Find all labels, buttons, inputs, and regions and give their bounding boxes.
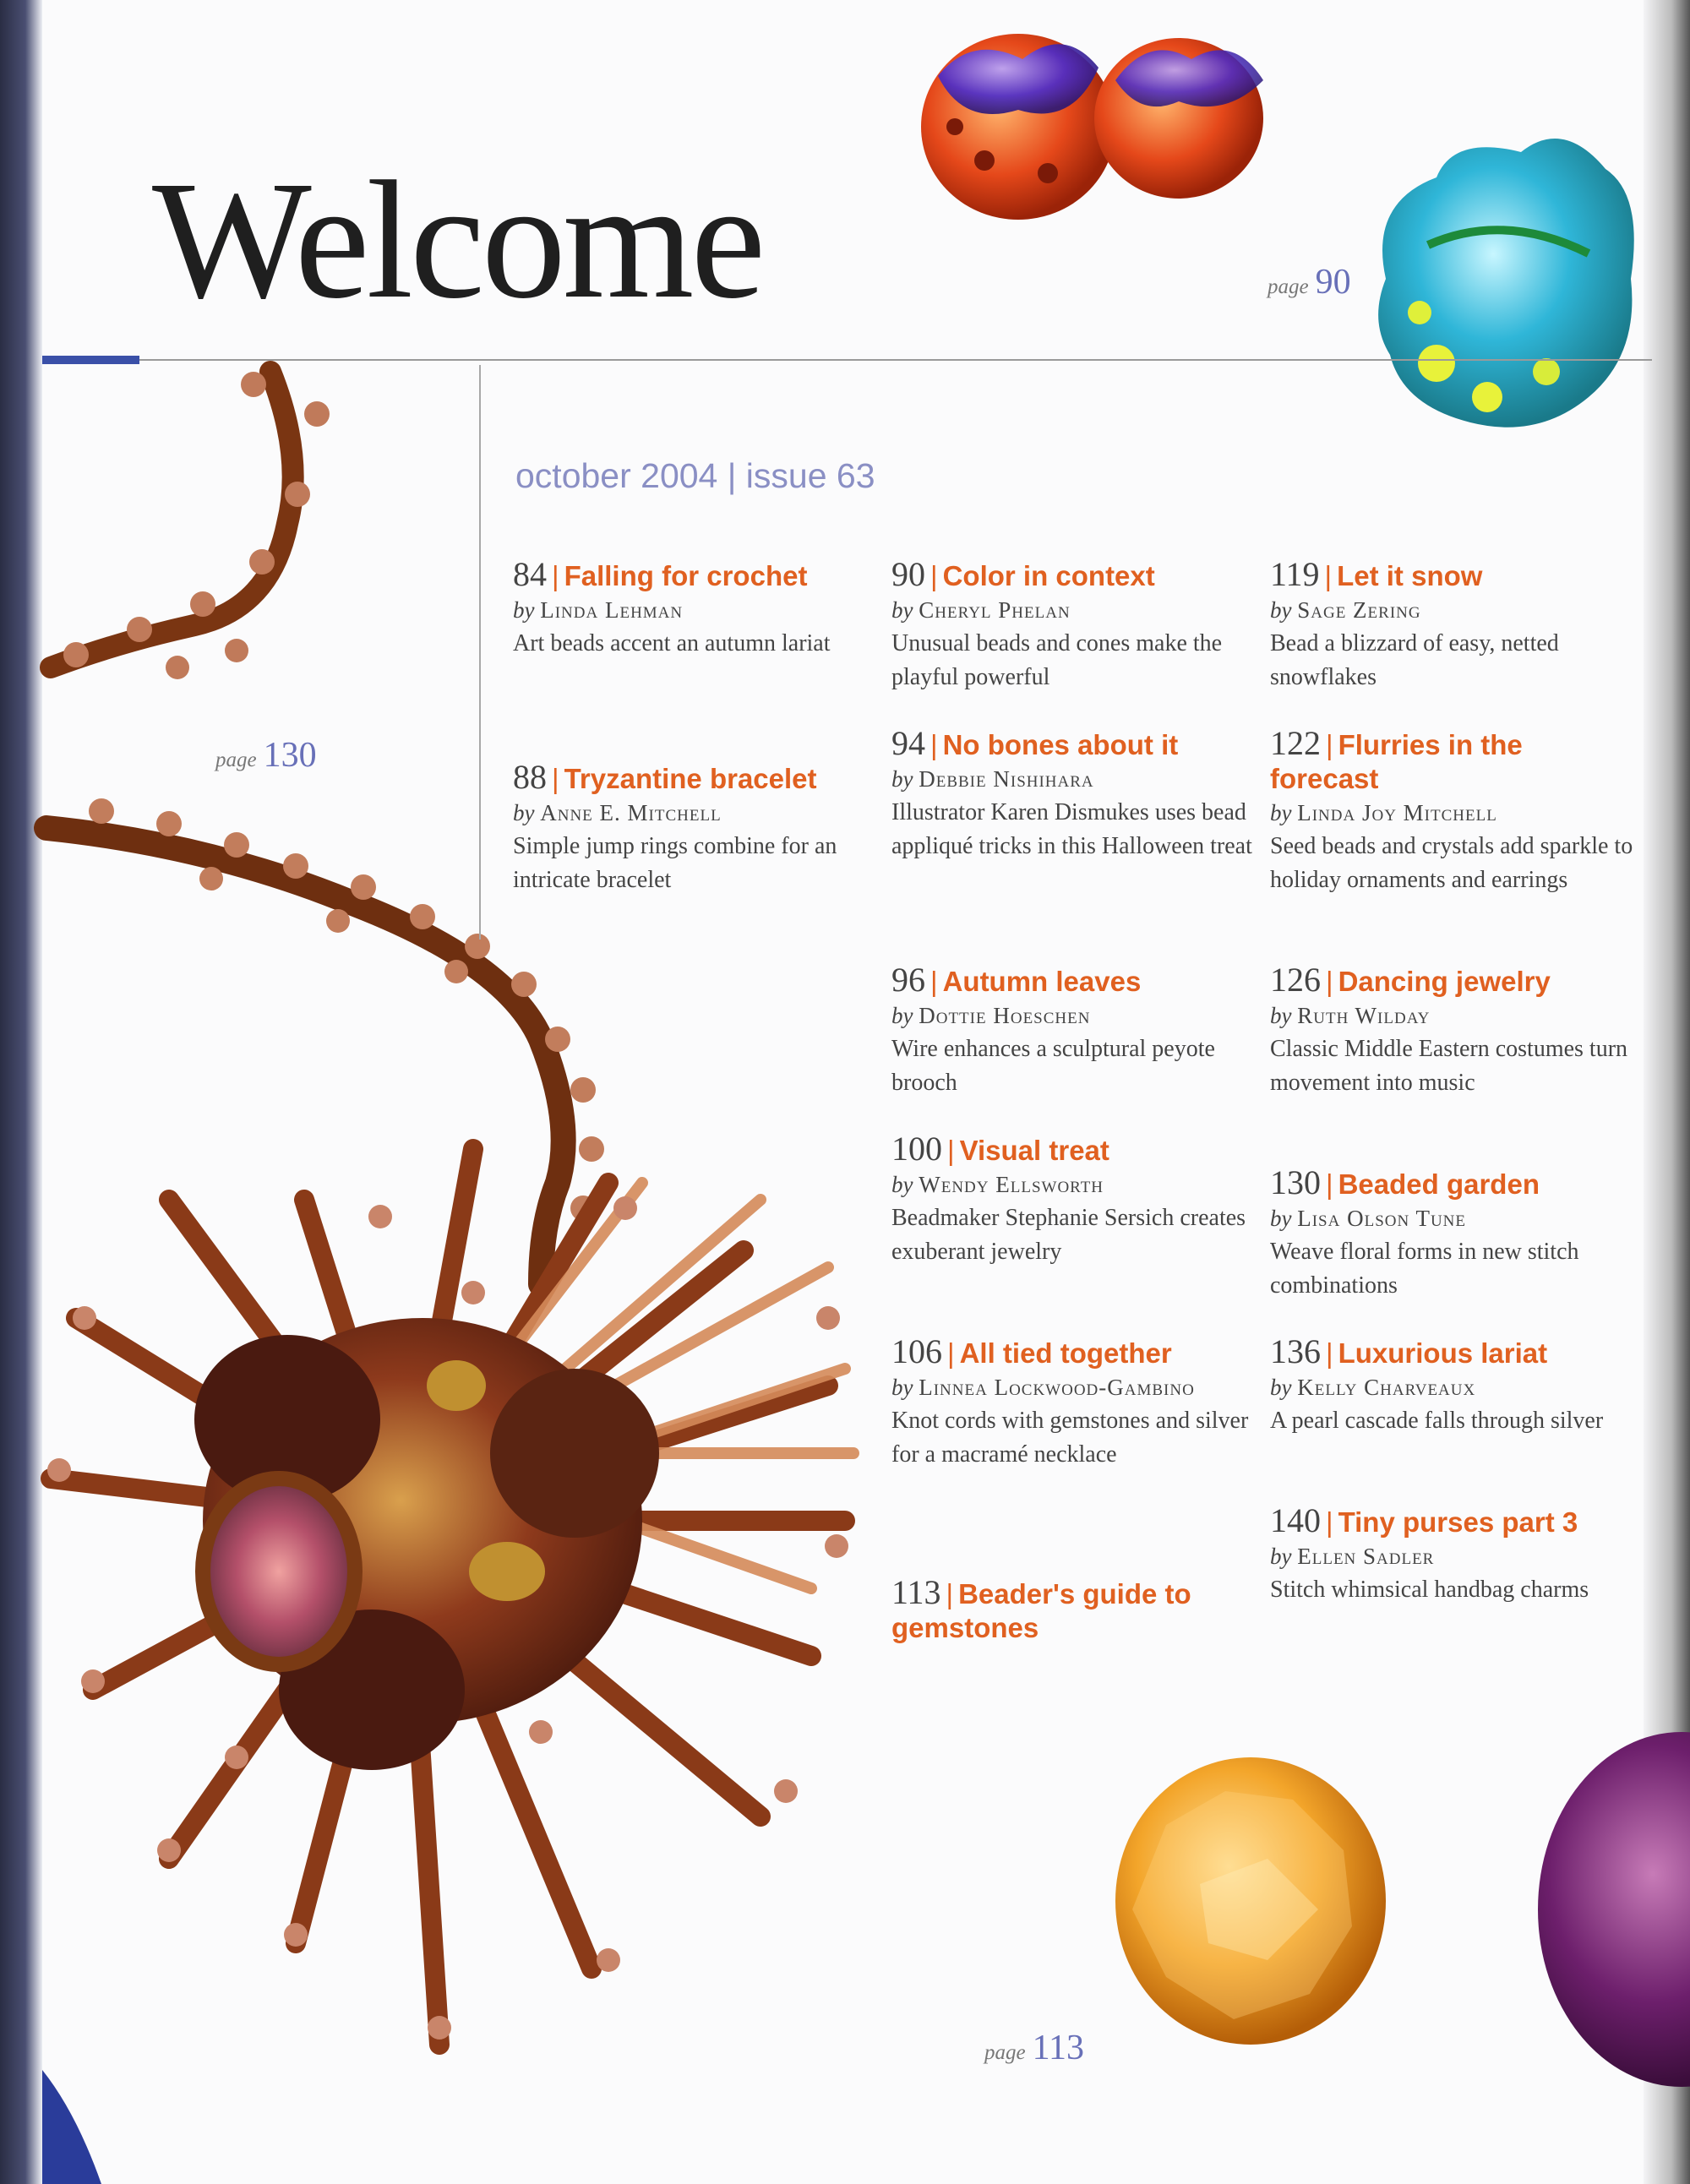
toc-title: No bones about it: [942, 729, 1179, 760]
toc-description: Illustrator Karen Dismukes uses bead appliqué tricks in this Halloween treat: [891, 799, 1252, 859]
toc-separator: |: [930, 560, 938, 591]
page-ref-90: [1268, 262, 1351, 302]
header-rule-accent: [42, 356, 139, 364]
lampwork-bead-cyan: [1378, 139, 1634, 428]
toc-title: Beader's guide to gemstones: [891, 1578, 1191, 1643]
byline-prefix: by: [891, 1375, 913, 1400]
toc-separator: |: [1326, 1168, 1333, 1200]
toc-page-number: 130: [1270, 1163, 1321, 1201]
toc-author: Debbie Nishihara: [919, 766, 1094, 792]
toc-separator: |: [946, 1578, 954, 1609]
toc-entry[interactable]: [513, 555, 876, 661]
toc-separator: |: [1326, 1337, 1333, 1369]
toc-description: Stitch whimsical handbag charms: [1270, 1577, 1589, 1603]
toc-author: Lisa Olson Tune: [1297, 1206, 1467, 1231]
toc-byline: [891, 999, 1255, 1032]
toc-title: Autumn leaves: [942, 966, 1142, 997]
toc-entry[interactable]: [513, 760, 876, 897]
toc-author: Anne E. Mitchell: [540, 800, 722, 825]
toc-description: Weave floral forms in new stitch combinations: [1270, 1239, 1579, 1299]
toc-page-number: 126: [1270, 961, 1321, 999]
header-rule: [42, 359, 1652, 361]
toc-entry-heading: [891, 555, 1255, 593]
toc-byline: [513, 796, 876, 830]
toc-author: Linda Lehman: [540, 597, 684, 623]
toc-entry[interactable]: [891, 1332, 1255, 1472]
toc-entry-heading: [891, 724, 1255, 762]
lampwork-bead-orange: [921, 34, 1115, 220]
toc-author: Wendy Ellsworth: [919, 1172, 1104, 1197]
toc-entry-heading: [891, 1332, 1255, 1370]
toc-description: A pearl cascade falls through silver: [1270, 1408, 1604, 1434]
toc-title: Beaded garden: [1338, 1168, 1540, 1200]
toc-entry-heading: [1270, 1163, 1633, 1201]
toc-author: Ruth Wilday: [1297, 1003, 1431, 1028]
toc-separator: |: [930, 729, 938, 760]
toc-author: Kelly Charveaux: [1297, 1375, 1476, 1400]
toc-separator: |: [552, 763, 559, 794]
toc-entry-heading: [1270, 1332, 1633, 1370]
toc-page-number: 90: [891, 555, 925, 593]
page-ref-number: 113: [1032, 2029, 1085, 2067]
toc-entry[interactable]: [891, 963, 1255, 1100]
toc-separator: |: [1326, 966, 1333, 997]
page-ref-number: 90: [1315, 263, 1351, 302]
toc-description: Wire enhances a sculptural peyote brooch: [891, 1036, 1215, 1096]
column-divider: [479, 365, 481, 940]
toc-byline: [891, 762, 1255, 796]
toc-separator: |: [1326, 729, 1333, 760]
toc-title: Let it snow: [1337, 560, 1483, 591]
toc-title: Dancing jewelry: [1338, 966, 1551, 997]
toc-byline: [1270, 999, 1633, 1032]
byline-prefix: by: [1270, 1544, 1292, 1569]
toc-entry[interactable]: [1270, 963, 1633, 1100]
toc-entry-heading: [1270, 963, 1633, 999]
byline-prefix: by: [891, 597, 913, 623]
toc-title: Flurries in the forecast: [1270, 729, 1523, 794]
toc-entry-heading: [513, 760, 876, 796]
toc-entry[interactable]: [891, 1573, 1255, 1645]
toc-entry[interactable]: [891, 724, 1255, 863]
toc-page-number: 106: [891, 1332, 942, 1370]
byline-prefix: by: [891, 1003, 913, 1028]
toc-entry-heading: [1270, 555, 1633, 593]
toc-author: Sage Zering: [1297, 597, 1421, 623]
toc-title: Tryzantine bracelet: [564, 763, 817, 794]
toc-entry[interactable]: [891, 1132, 1255, 1269]
toc-author: Ellen Sadler: [1297, 1544, 1435, 1569]
toc-page-number: 88: [513, 758, 547, 796]
toc-entry[interactable]: [1270, 1163, 1633, 1303]
toc-page-number: 94: [891, 724, 925, 762]
citrine-gemstone: [1115, 1757, 1386, 2045]
toc-byline: [513, 593, 876, 627]
lapis-stone-corner: [42, 2070, 101, 2184]
toc-title: Tiny purses part 3: [1338, 1506, 1578, 1538]
page-ref-130: [215, 735, 317, 776]
beaded-rope-top: [51, 372, 293, 667]
toc-byline: [1270, 1539, 1633, 1573]
toc-description: Knot cords with gemstones and silver for a macramé necklace: [891, 1408, 1249, 1468]
page-ref-number: 130: [263, 736, 317, 775]
page-ref-label: page: [1268, 275, 1309, 298]
toc-separator: |: [947, 1135, 955, 1166]
byline-prefix: by: [891, 766, 913, 792]
toc-title: Color in context: [942, 560, 1155, 591]
toc-description: Seed beads and crystals add sparkle to holiday ornaments and earrings: [1270, 833, 1633, 893]
toc-entry-heading: [891, 1132, 1255, 1168]
toc-entry-heading: [513, 555, 876, 593]
toc-separator: |: [930, 966, 938, 997]
toc-separator: |: [552, 560, 559, 591]
page-ref-label: page: [984, 2041, 1026, 2064]
toc-page-number: 136: [1270, 1332, 1321, 1370]
toc-description: Bead a blizzard of easy, netted snowflakes: [1270, 630, 1559, 690]
toc-description: Beadmaker Stephanie Sersich creates exuberant jewelry: [891, 1205, 1246, 1265]
toc-byline: [891, 1168, 1255, 1201]
byline-prefix: by: [513, 597, 535, 623]
page-ref-113: [984, 2028, 1084, 2068]
toc-author: Cheryl Phelan: [919, 597, 1071, 623]
toc-description: Unusual beads and cones make the playful powerful: [891, 630, 1223, 690]
toc-entry[interactable]: [1270, 724, 1633, 897]
toc-byline: [1270, 593, 1633, 627]
toc-author: Dottie Hoeschen: [919, 1003, 1091, 1028]
byline-prefix: by: [1270, 1206, 1292, 1231]
toc-description: Art beads accent an autumn lariat: [513, 630, 831, 656]
lampwork-bead-orange-2: [1094, 38, 1263, 199]
toc-description: Classic Middle Eastern costumes turn movement into music: [1270, 1036, 1628, 1096]
toc-page-number: 119: [1270, 555, 1320, 593]
toc-byline: [891, 593, 1255, 627]
toc-page-number: 140: [1270, 1501, 1321, 1539]
issue-date-line: october 2004 | issue 63: [515, 456, 875, 495]
toc-description: Simple jump rings combine for an intricate bracelet: [513, 833, 837, 893]
toc-page-number: 122: [1270, 724, 1321, 762]
toc-entry-heading: [1270, 724, 1633, 796]
byline-prefix: by: [1270, 800, 1292, 825]
toc-title: Falling for crochet: [564, 560, 808, 591]
byline-prefix: by: [1270, 1003, 1292, 1028]
toc-separator: |: [947, 1337, 955, 1369]
byline-prefix: by: [891, 1172, 913, 1197]
toc-entry-heading: [891, 1573, 1255, 1645]
toc-author: Linnea Lockwood-Gambino: [919, 1375, 1195, 1400]
toc-page-number: 100: [891, 1130, 942, 1168]
toc-entry-heading: [891, 963, 1255, 999]
toc-page-number: 96: [891, 961, 925, 999]
toc-title: Visual treat: [959, 1135, 1109, 1166]
toc-byline: [1270, 1201, 1633, 1235]
toc-byline: [891, 1370, 1255, 1404]
byline-prefix: by: [1270, 597, 1292, 623]
toc-author: Linda Joy Mitchell: [1297, 800, 1497, 825]
byline-prefix: by: [1270, 1375, 1292, 1400]
toc-title: Luxurious lariat: [1338, 1337, 1548, 1369]
toc-page-number: 113: [891, 1573, 941, 1611]
toc-byline: [1270, 796, 1633, 830]
amethyst-gemstone: [1538, 1732, 1690, 2087]
toc-separator: |: [1324, 560, 1333, 591]
toc-byline: [1270, 1370, 1633, 1404]
page-ref-label: page: [215, 749, 257, 771]
page-title: Welcome: [152, 147, 763, 334]
toc-separator: |: [1326, 1506, 1333, 1538]
toc-entry-heading: [1270, 1501, 1633, 1539]
toc-entry[interactable]: [891, 555, 1255, 694]
toc-entry[interactable]: [1270, 1332, 1633, 1438]
toc-title: All tied together: [959, 1337, 1172, 1369]
toc-entry[interactable]: [1270, 555, 1633, 694]
byline-prefix: by: [513, 800, 535, 825]
toc-page-number: 84: [513, 555, 547, 593]
toc-entry[interactable]: [1270, 1501, 1633, 1607]
beaded-brooch: [51, 1149, 853, 2045]
